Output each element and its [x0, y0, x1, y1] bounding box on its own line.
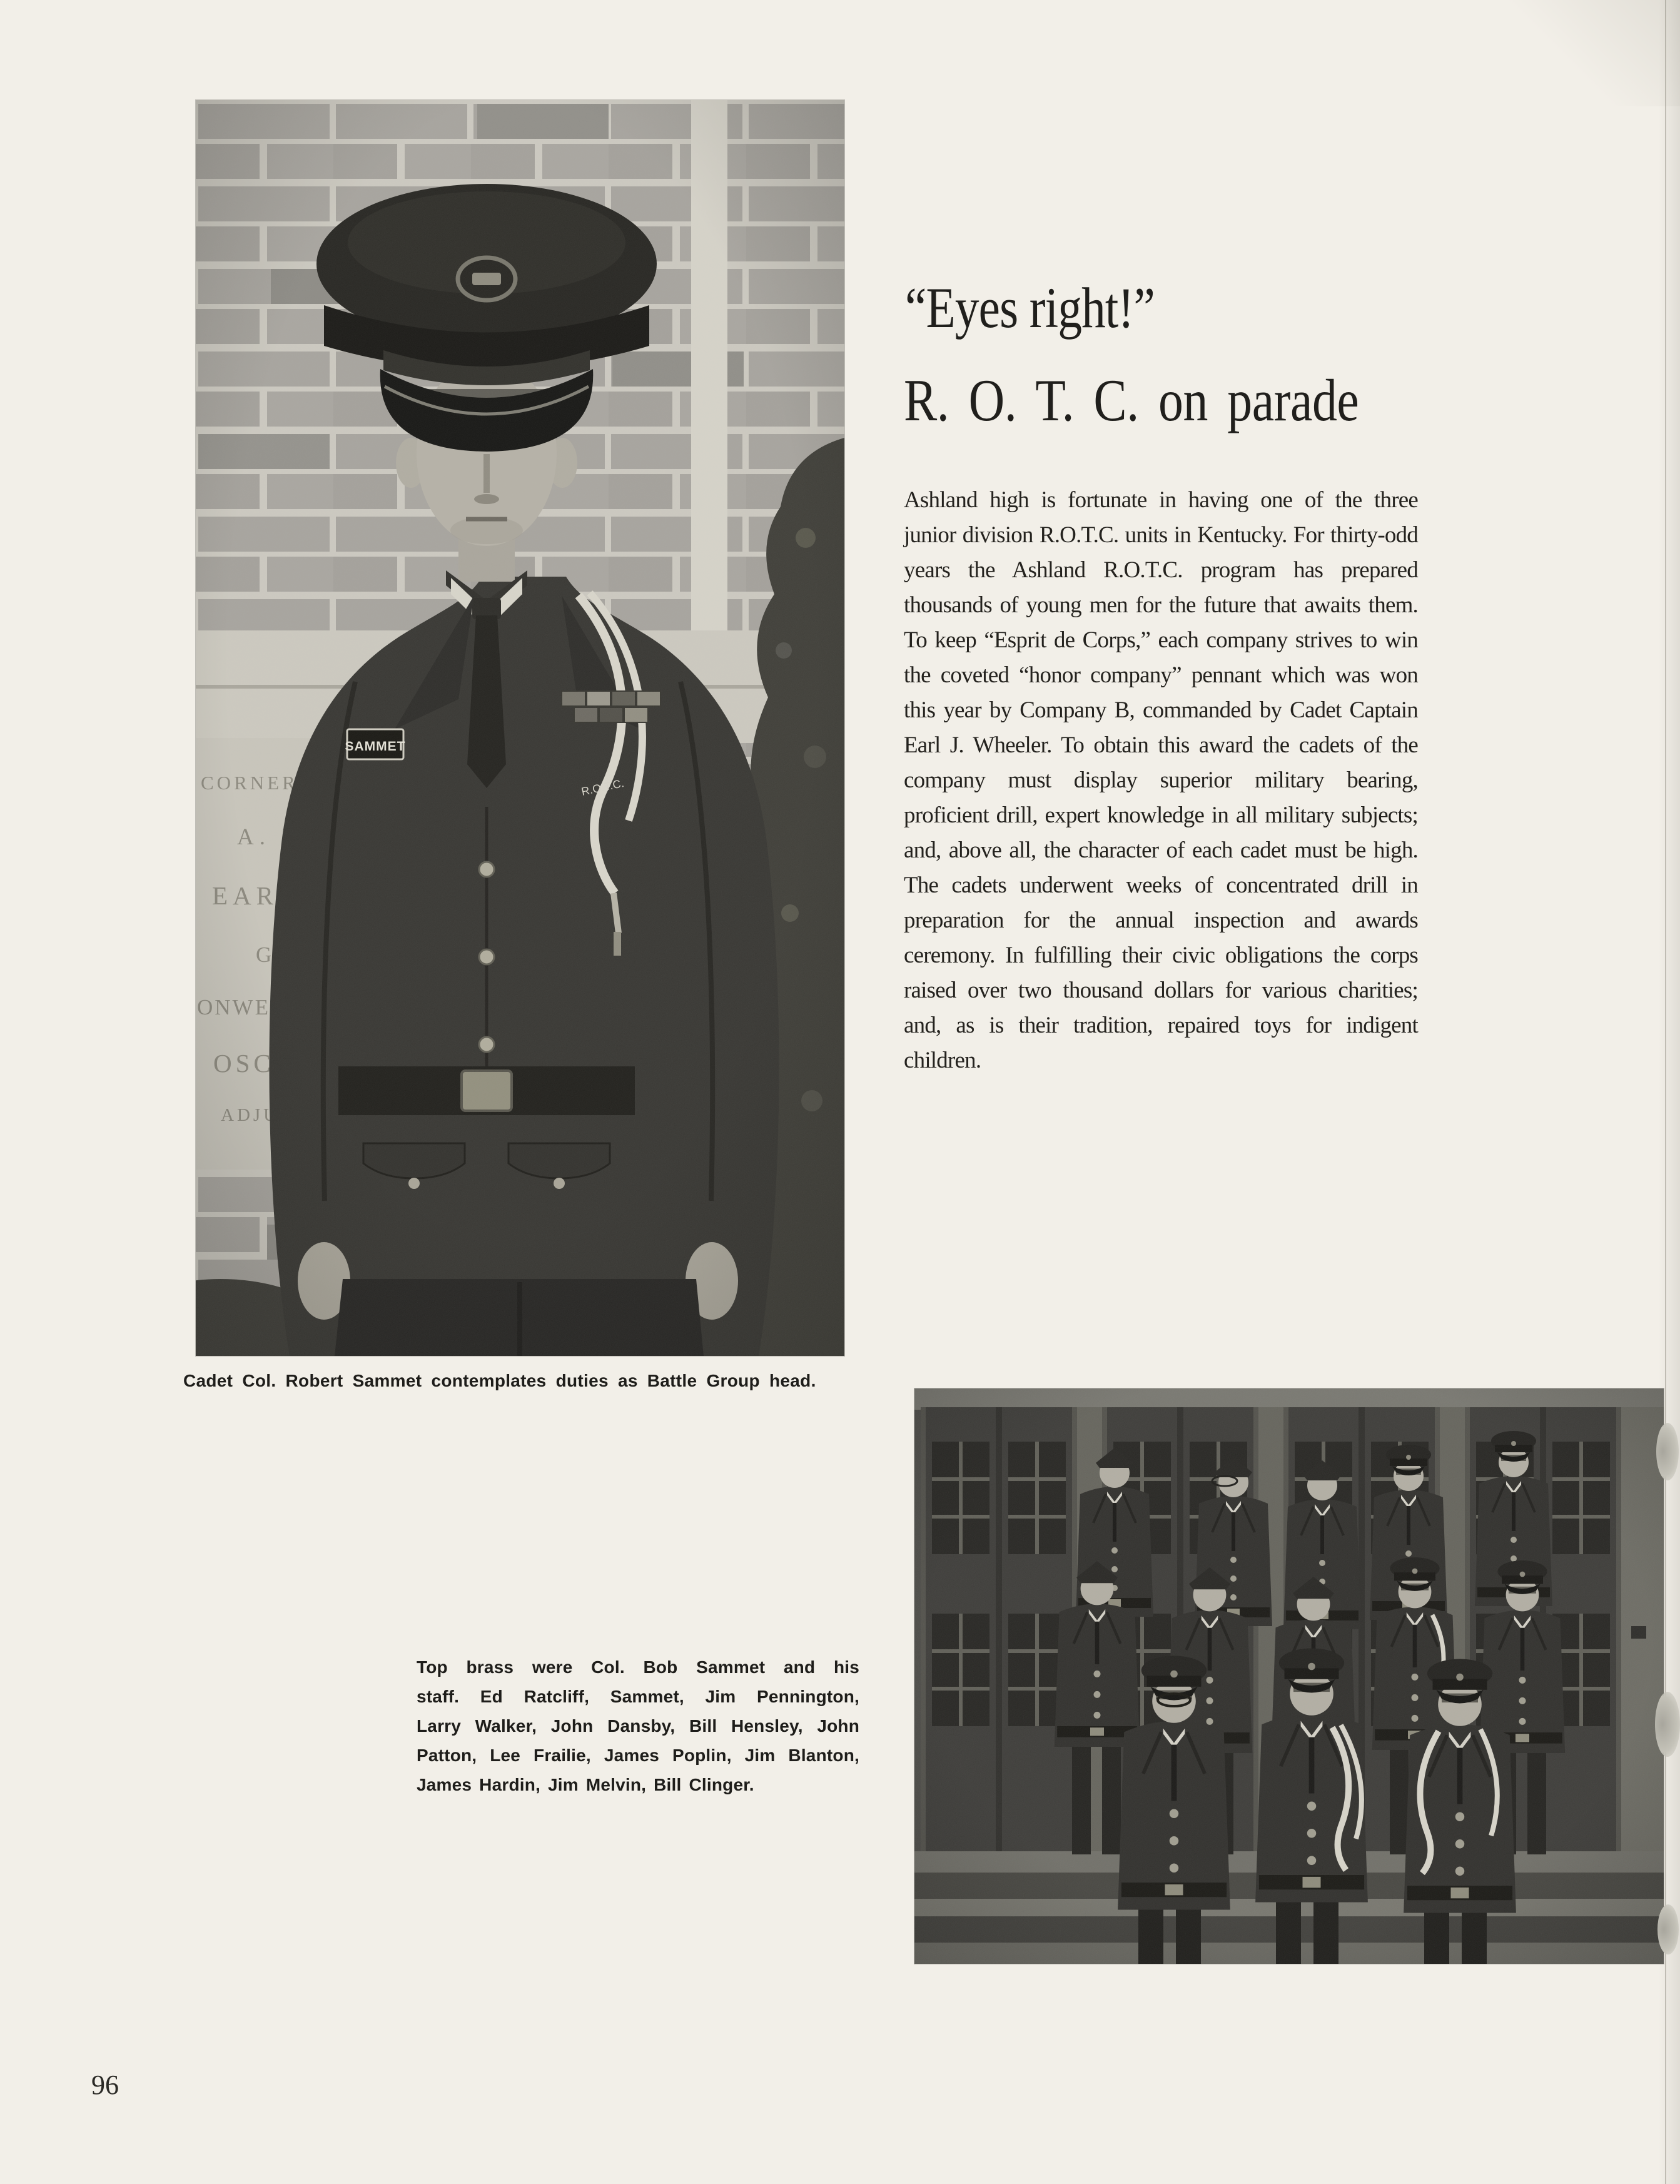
kicker-heading: “Eyes right!” — [905, 276, 1155, 340]
staff-caption-line: Larry Walker, John Dansby, Bill Hensley, John — [417, 1716, 859, 1736]
group-photo — [914, 1388, 1664, 1964]
page-edge-shade — [1659, 0, 1680, 2184]
staff-caption-line: Patton, Lee Frailie, James Poplin, Jim Blanton, — [417, 1746, 859, 1765]
page-curl-mark — [1656, 1423, 1679, 1480]
portrait-caption: Cadet Col. Robert Sammet contemplates duties as Battle Group head. — [183, 1371, 816, 1390]
staff-caption-line: James Hardin, Jim Melvin, Bill Clinger. — [417, 1775, 754, 1794]
staff-caption — [417, 1652, 859, 1799]
portrait-photo — [196, 100, 844, 1356]
page-number: 96 — [91, 2070, 119, 2100]
page-curl-mark — [1657, 1904, 1679, 1954]
page-title: R. O. T. C. on parade — [904, 367, 1359, 433]
staff-caption-line: Top brass were Col. Bob Sammet and his — [417, 1657, 859, 1677]
article-body: Ashland high is fortunate in having one of the three junior division R.O.T.C. units in Kentucky. For thirty-odd years the Ashland R.O.T.C. program has prepared thousands of young men for the future that awaits them. To keep “Esprit de Corps,” each company strives to win the coveted “honor company” pennant which was won this year by Company B, commanded by Cadet Captain Earl J. Wheeler. To obtain this award the cadets of the company must display superior military bearing, proficient drill, expert knowledge in all military subjects; and, above all, the character of each cadet must be high. The cadets underwent weeks of concentrated drill in preparation for the annual inspection and awards ceremony. In fulfilling their civic obligations the corps raised over two thousand dollars for various charities; and, as is their tradition, repaired toys for indigent children. — [904, 487, 1418, 1073]
page-curl-mark — [1655, 1692, 1680, 1757]
staff-caption-line: staff. Ed Ratcliff, Sammet, Jim Pennington, — [417, 1687, 859, 1706]
corner-shadow — [1470, 0, 1680, 106]
page-edge-line — [1665, 0, 1666, 2184]
